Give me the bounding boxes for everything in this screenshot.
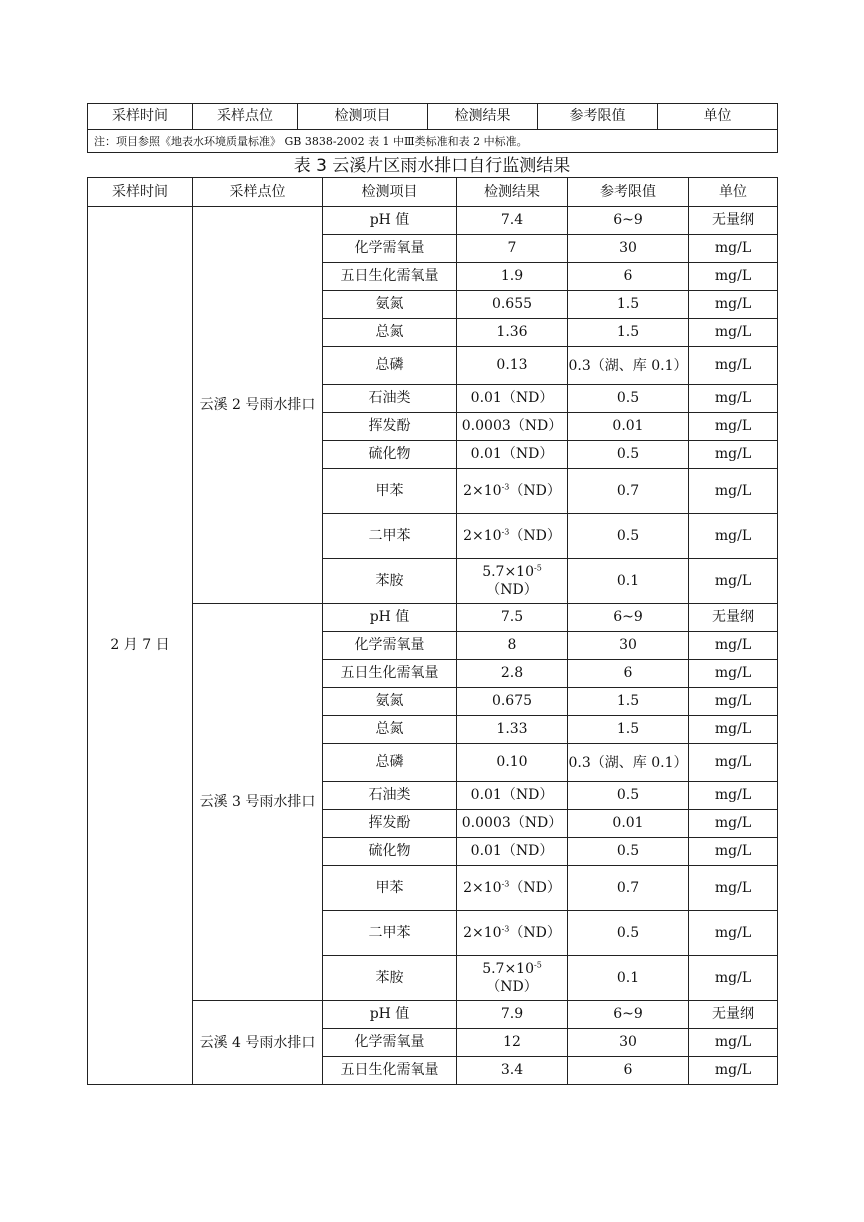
item-cell: pH 值 bbox=[323, 207, 457, 235]
unit-cell: mg/L bbox=[689, 632, 778, 660]
result-cell: 0.01（ND） bbox=[457, 441, 568, 469]
limit-cell: 0.5 bbox=[568, 385, 689, 413]
unit-cell: mg/L bbox=[689, 514, 778, 559]
result-base: 5.7×10 bbox=[482, 961, 534, 977]
item-cell: 五日生化需氧量 bbox=[323, 1057, 457, 1085]
unit-cell: mg/L bbox=[689, 263, 778, 291]
unit-cell: mg/L bbox=[689, 441, 778, 469]
item-cell: 五日生化需氧量 bbox=[323, 660, 457, 688]
header-cell: 参考限值 bbox=[568, 178, 689, 207]
item-cell: 苯胺 bbox=[323, 559, 457, 604]
result-cell: 7.4 bbox=[457, 207, 568, 235]
header-cell: 单位 bbox=[689, 178, 778, 207]
limit-cell: 1.5 bbox=[568, 291, 689, 319]
item-cell: 化学需氧量 bbox=[323, 632, 457, 660]
item-cell: 二甲苯 bbox=[323, 911, 457, 956]
item-cell: 化学需氧量 bbox=[323, 235, 457, 263]
header-cell: 单位 bbox=[658, 104, 778, 130]
result-cell bbox=[457, 911, 568, 956]
result-base: 2×10 bbox=[463, 528, 502, 544]
limit-cell: 30 bbox=[568, 235, 689, 263]
table-note: 注：项目参照《地表水环境质量标准》 GB 3838-2002 表 1 中Ⅲ类标准和表 2 中标准。 bbox=[88, 130, 778, 153]
limit-cell: 0.1 bbox=[568, 956, 689, 1001]
limit-cell: 0.5 bbox=[568, 838, 689, 866]
limit-cell: 0.01 bbox=[568, 810, 689, 838]
unit-cell: mg/L bbox=[689, 660, 778, 688]
item-cell: 挥发酚 bbox=[323, 413, 457, 441]
unit-cell: mg/L bbox=[689, 347, 778, 385]
limit-cell: 0.1 bbox=[568, 559, 689, 604]
unit-cell: mg/L bbox=[689, 688, 778, 716]
result-exponent: -3 bbox=[501, 482, 510, 492]
unit-cell: mg/L bbox=[689, 956, 778, 1001]
unit-cell: mg/L bbox=[689, 235, 778, 263]
result-cell: 0.0003（ND） bbox=[457, 810, 568, 838]
item-cell: 总氮 bbox=[323, 716, 457, 744]
result-cell: 0.13 bbox=[457, 347, 568, 385]
item-cell: 甲苯 bbox=[323, 866, 457, 911]
result-exponent: -3 bbox=[501, 924, 510, 934]
result-base: 5.7×10 bbox=[482, 564, 534, 580]
item-cell: 二甲苯 bbox=[323, 514, 457, 559]
header-cell: 参考限值 bbox=[538, 104, 658, 130]
unit-cell: mg/L bbox=[689, 291, 778, 319]
unit-cell: mg/L bbox=[689, 1029, 778, 1057]
sampling-location-cell: 云溪 2 号雨水排口 bbox=[193, 207, 323, 604]
item-cell: 氨氮 bbox=[323, 291, 457, 319]
result-qualifier: （ND） bbox=[509, 483, 561, 499]
item-cell: 化学需氧量 bbox=[323, 1029, 457, 1057]
result-exponent: -3 bbox=[501, 527, 510, 537]
limit-cell: 0.01 bbox=[568, 413, 689, 441]
result-cell: 0.01（ND） bbox=[457, 838, 568, 866]
limit-cell: 0.5 bbox=[568, 782, 689, 810]
result-qualifier: （ND） bbox=[509, 528, 561, 544]
previous-table-tail bbox=[87, 103, 778, 153]
item-cell: 苯胺 bbox=[323, 956, 457, 1001]
previous-header-row bbox=[88, 104, 778, 130]
header-cell: 检测结果 bbox=[428, 104, 538, 130]
table-row bbox=[88, 207, 778, 235]
result-base: 2×10 bbox=[463, 483, 502, 499]
result-base: 2×10 bbox=[463, 925, 502, 941]
item-cell: 石油类 bbox=[323, 385, 457, 413]
header-cell: 采样时间 bbox=[88, 104, 193, 130]
unit-cell: mg/L bbox=[689, 810, 778, 838]
result-cell: 0.01（ND） bbox=[457, 782, 568, 810]
result-qualifier: （ND） bbox=[509, 925, 561, 941]
result-cell: 3.4 bbox=[457, 1057, 568, 1085]
result-cell bbox=[457, 956, 568, 1001]
unit-cell: mg/L bbox=[689, 385, 778, 413]
header-cell: 采样点位 bbox=[193, 104, 298, 130]
limit-cell: 0.5 bbox=[568, 514, 689, 559]
limit-cell: 0.3（湖、库 0.1） bbox=[568, 347, 689, 385]
limit-cell: 0.3（湖、库 0.1） bbox=[568, 744, 689, 782]
limit-cell: 6~9 bbox=[568, 207, 689, 235]
header-cell: 采样点位 bbox=[193, 178, 323, 207]
item-cell: pH 值 bbox=[323, 1001, 457, 1029]
limit-cell: 1.5 bbox=[568, 688, 689, 716]
limit-cell: 6 bbox=[568, 660, 689, 688]
item-cell: pH 值 bbox=[323, 604, 457, 632]
unit-cell: 无量纲 bbox=[689, 1001, 778, 1029]
limit-cell: 1.5 bbox=[568, 319, 689, 347]
sampling-location-cell: 云溪 4 号雨水排口 bbox=[193, 1001, 323, 1085]
result-qualifier: （ND） bbox=[486, 582, 538, 598]
item-cell: 总氮 bbox=[323, 319, 457, 347]
item-cell: 石油类 bbox=[323, 782, 457, 810]
result-cell: 7.9 bbox=[457, 1001, 568, 1029]
limit-cell: 30 bbox=[568, 632, 689, 660]
result-cell bbox=[457, 514, 568, 559]
item-cell: 硫化物 bbox=[323, 441, 457, 469]
unit-cell: mg/L bbox=[689, 1057, 778, 1085]
item-cell: 氨氮 bbox=[323, 688, 457, 716]
item-cell: 总磷 bbox=[323, 744, 457, 782]
result-cell: 0.0003（ND） bbox=[457, 413, 568, 441]
unit-cell: mg/L bbox=[689, 716, 778, 744]
limit-cell: 6 bbox=[568, 1057, 689, 1085]
item-cell: 总磷 bbox=[323, 347, 457, 385]
limit-cell: 0.5 bbox=[568, 911, 689, 956]
result-exponent: -5 bbox=[534, 960, 542, 970]
item-cell: 挥发酚 bbox=[323, 810, 457, 838]
result-cell: 1.9 bbox=[457, 263, 568, 291]
result-cell bbox=[457, 559, 568, 604]
result-cell: 1.36 bbox=[457, 319, 568, 347]
header-cell: 检测项目 bbox=[298, 104, 428, 130]
result-cell: 7.5 bbox=[457, 604, 568, 632]
result-exponent: -5 bbox=[534, 563, 542, 573]
unit-cell: mg/L bbox=[689, 559, 778, 604]
result-exponent: -3 bbox=[501, 879, 510, 889]
result-cell bbox=[457, 469, 568, 514]
result-cell: 12 bbox=[457, 1029, 568, 1057]
monitoring-results-table bbox=[87, 177, 778, 1085]
result-cell: 0.01（ND） bbox=[457, 385, 568, 413]
result-cell: 1.33 bbox=[457, 716, 568, 744]
result-qualifier: （ND） bbox=[486, 979, 538, 995]
unit-cell: 无量纲 bbox=[689, 604, 778, 632]
header-row bbox=[88, 178, 778, 207]
limit-cell: 6 bbox=[568, 263, 689, 291]
limit-cell: 0.5 bbox=[568, 441, 689, 469]
unit-cell: 无量纲 bbox=[689, 207, 778, 235]
result-base: 2×10 bbox=[463, 880, 502, 896]
result-cell: 0.10 bbox=[457, 744, 568, 782]
unit-cell: mg/L bbox=[689, 413, 778, 441]
result-cell: 0.675 bbox=[457, 688, 568, 716]
unit-cell: mg/L bbox=[689, 744, 778, 782]
header-cell: 检测结果 bbox=[457, 178, 568, 207]
header-cell: 检测项目 bbox=[323, 178, 457, 207]
result-cell: 7 bbox=[457, 235, 568, 263]
unit-cell: mg/L bbox=[689, 469, 778, 514]
header-cell: 采样时间 bbox=[88, 178, 193, 207]
unit-cell: mg/L bbox=[689, 911, 778, 956]
item-cell: 甲苯 bbox=[323, 469, 457, 514]
limit-cell: 0.7 bbox=[568, 866, 689, 911]
limit-cell: 6~9 bbox=[568, 604, 689, 632]
unit-cell: mg/L bbox=[689, 319, 778, 347]
limit-cell: 30 bbox=[568, 1029, 689, 1057]
result-cell: 2.8 bbox=[457, 660, 568, 688]
unit-cell: mg/L bbox=[689, 838, 778, 866]
unit-cell: mg/L bbox=[689, 782, 778, 810]
result-cell: 8 bbox=[457, 632, 568, 660]
sampling-location-cell: 云溪 3 号雨水排口 bbox=[193, 604, 323, 1001]
limit-cell: 0.7 bbox=[568, 469, 689, 514]
limit-cell: 6~9 bbox=[568, 1001, 689, 1029]
unit-cell: mg/L bbox=[689, 866, 778, 911]
table-caption: 表 3 云溪片区雨水排口自行监测结果 bbox=[293, 156, 571, 176]
result-cell: 0.655 bbox=[457, 291, 568, 319]
result-cell bbox=[457, 866, 568, 911]
sampling-date-cell: 2 月 7 日 bbox=[88, 207, 193, 1085]
item-cell: 五日生化需氧量 bbox=[323, 263, 457, 291]
item-cell: 硫化物 bbox=[323, 838, 457, 866]
limit-cell: 1.5 bbox=[568, 716, 689, 744]
result-qualifier: （ND） bbox=[509, 880, 561, 896]
